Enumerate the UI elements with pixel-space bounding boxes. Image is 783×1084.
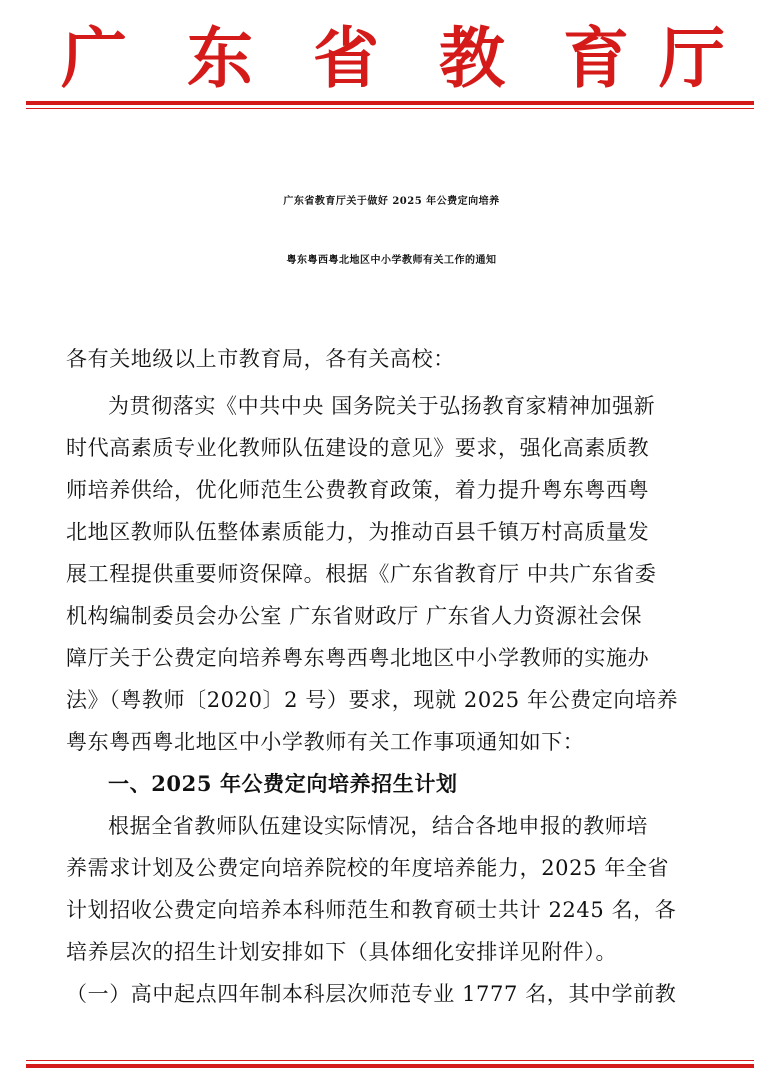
salutation: 各有关地级以上市教育局，各有关高校： xyxy=(66,347,455,371)
subsection-line: （一）高中起点四年制本科层次师范专业 1777 名，其中学前教 xyxy=(66,982,677,1006)
paragraph-line: 机构编制委员会办公室 广东省财政厅 广东省人力资源社会保 xyxy=(66,604,643,628)
paragraph-line: 法》（粤教师〔2020〕2 号）要求，现就 2025 年公费定向培养 xyxy=(66,688,679,712)
masthead-char: 厅 xyxy=(659,19,725,97)
masthead-rule-thin xyxy=(26,108,754,109)
section-heading: 一、2025 年公费定向培养招生计划 xyxy=(108,771,458,796)
masthead-char: 教 xyxy=(439,19,505,97)
paragraph-line: 粤东粤西粤北地区中小学教师有关工作事项通知如下： xyxy=(66,730,585,754)
paragraph-line: 北地区教师队伍整体素质能力，为推动百县千镇万村高质量发 xyxy=(66,520,650,544)
masthead-char: 省 xyxy=(313,19,379,97)
masthead-char: 育 xyxy=(563,19,629,97)
document-title-line-1: 广东省教育厅关于做好 2025 年公费定向培养 xyxy=(283,196,500,207)
masthead-char: 广 xyxy=(61,19,127,97)
footer-rule-thin xyxy=(26,1060,754,1061)
footer-rule-thick xyxy=(26,1064,754,1068)
paragraph-line: 障厅关于公费定向培养粤东粤西粤北地区中小学教师的实施办 xyxy=(66,646,650,670)
paragraph-line: 师培养供给，优化师范生公费教育政策，着力提升粤东粤西粤 xyxy=(66,478,650,502)
paragraph-line: 时代高素质专业化教师队伍建设的意见》要求，强化高素质教 xyxy=(66,436,650,460)
masthead-rule-thick xyxy=(26,101,754,105)
paragraph-line: 为贯彻落实《中共中央 国务院关于弘扬教育家精神加强新 xyxy=(108,394,656,418)
document-title-line-2: 粤东粤西粤北地区中小学教师有关工作的通知 xyxy=(286,255,497,266)
masthead xyxy=(0,18,783,98)
masthead-char: 东 xyxy=(187,19,253,97)
paragraph-line: 计划招收公费定向培养本科师范生和教育硕士共计 2245 名，各 xyxy=(66,898,677,922)
paragraph-line: 展工程提供重要师资保障。根据《广东省教育厅 中共广东省委 xyxy=(66,562,657,586)
paragraph-line: 养需求计划及公费定向培养院校的年度培养能力，2025 年全省 xyxy=(66,856,670,880)
paragraph-line: 根据全省教师队伍建设实际情况，结合各地申报的教师培 xyxy=(108,814,648,838)
paragraph-line: 培养层次的招生计划安排如下（具体细化安排详见附件）。 xyxy=(66,940,618,964)
